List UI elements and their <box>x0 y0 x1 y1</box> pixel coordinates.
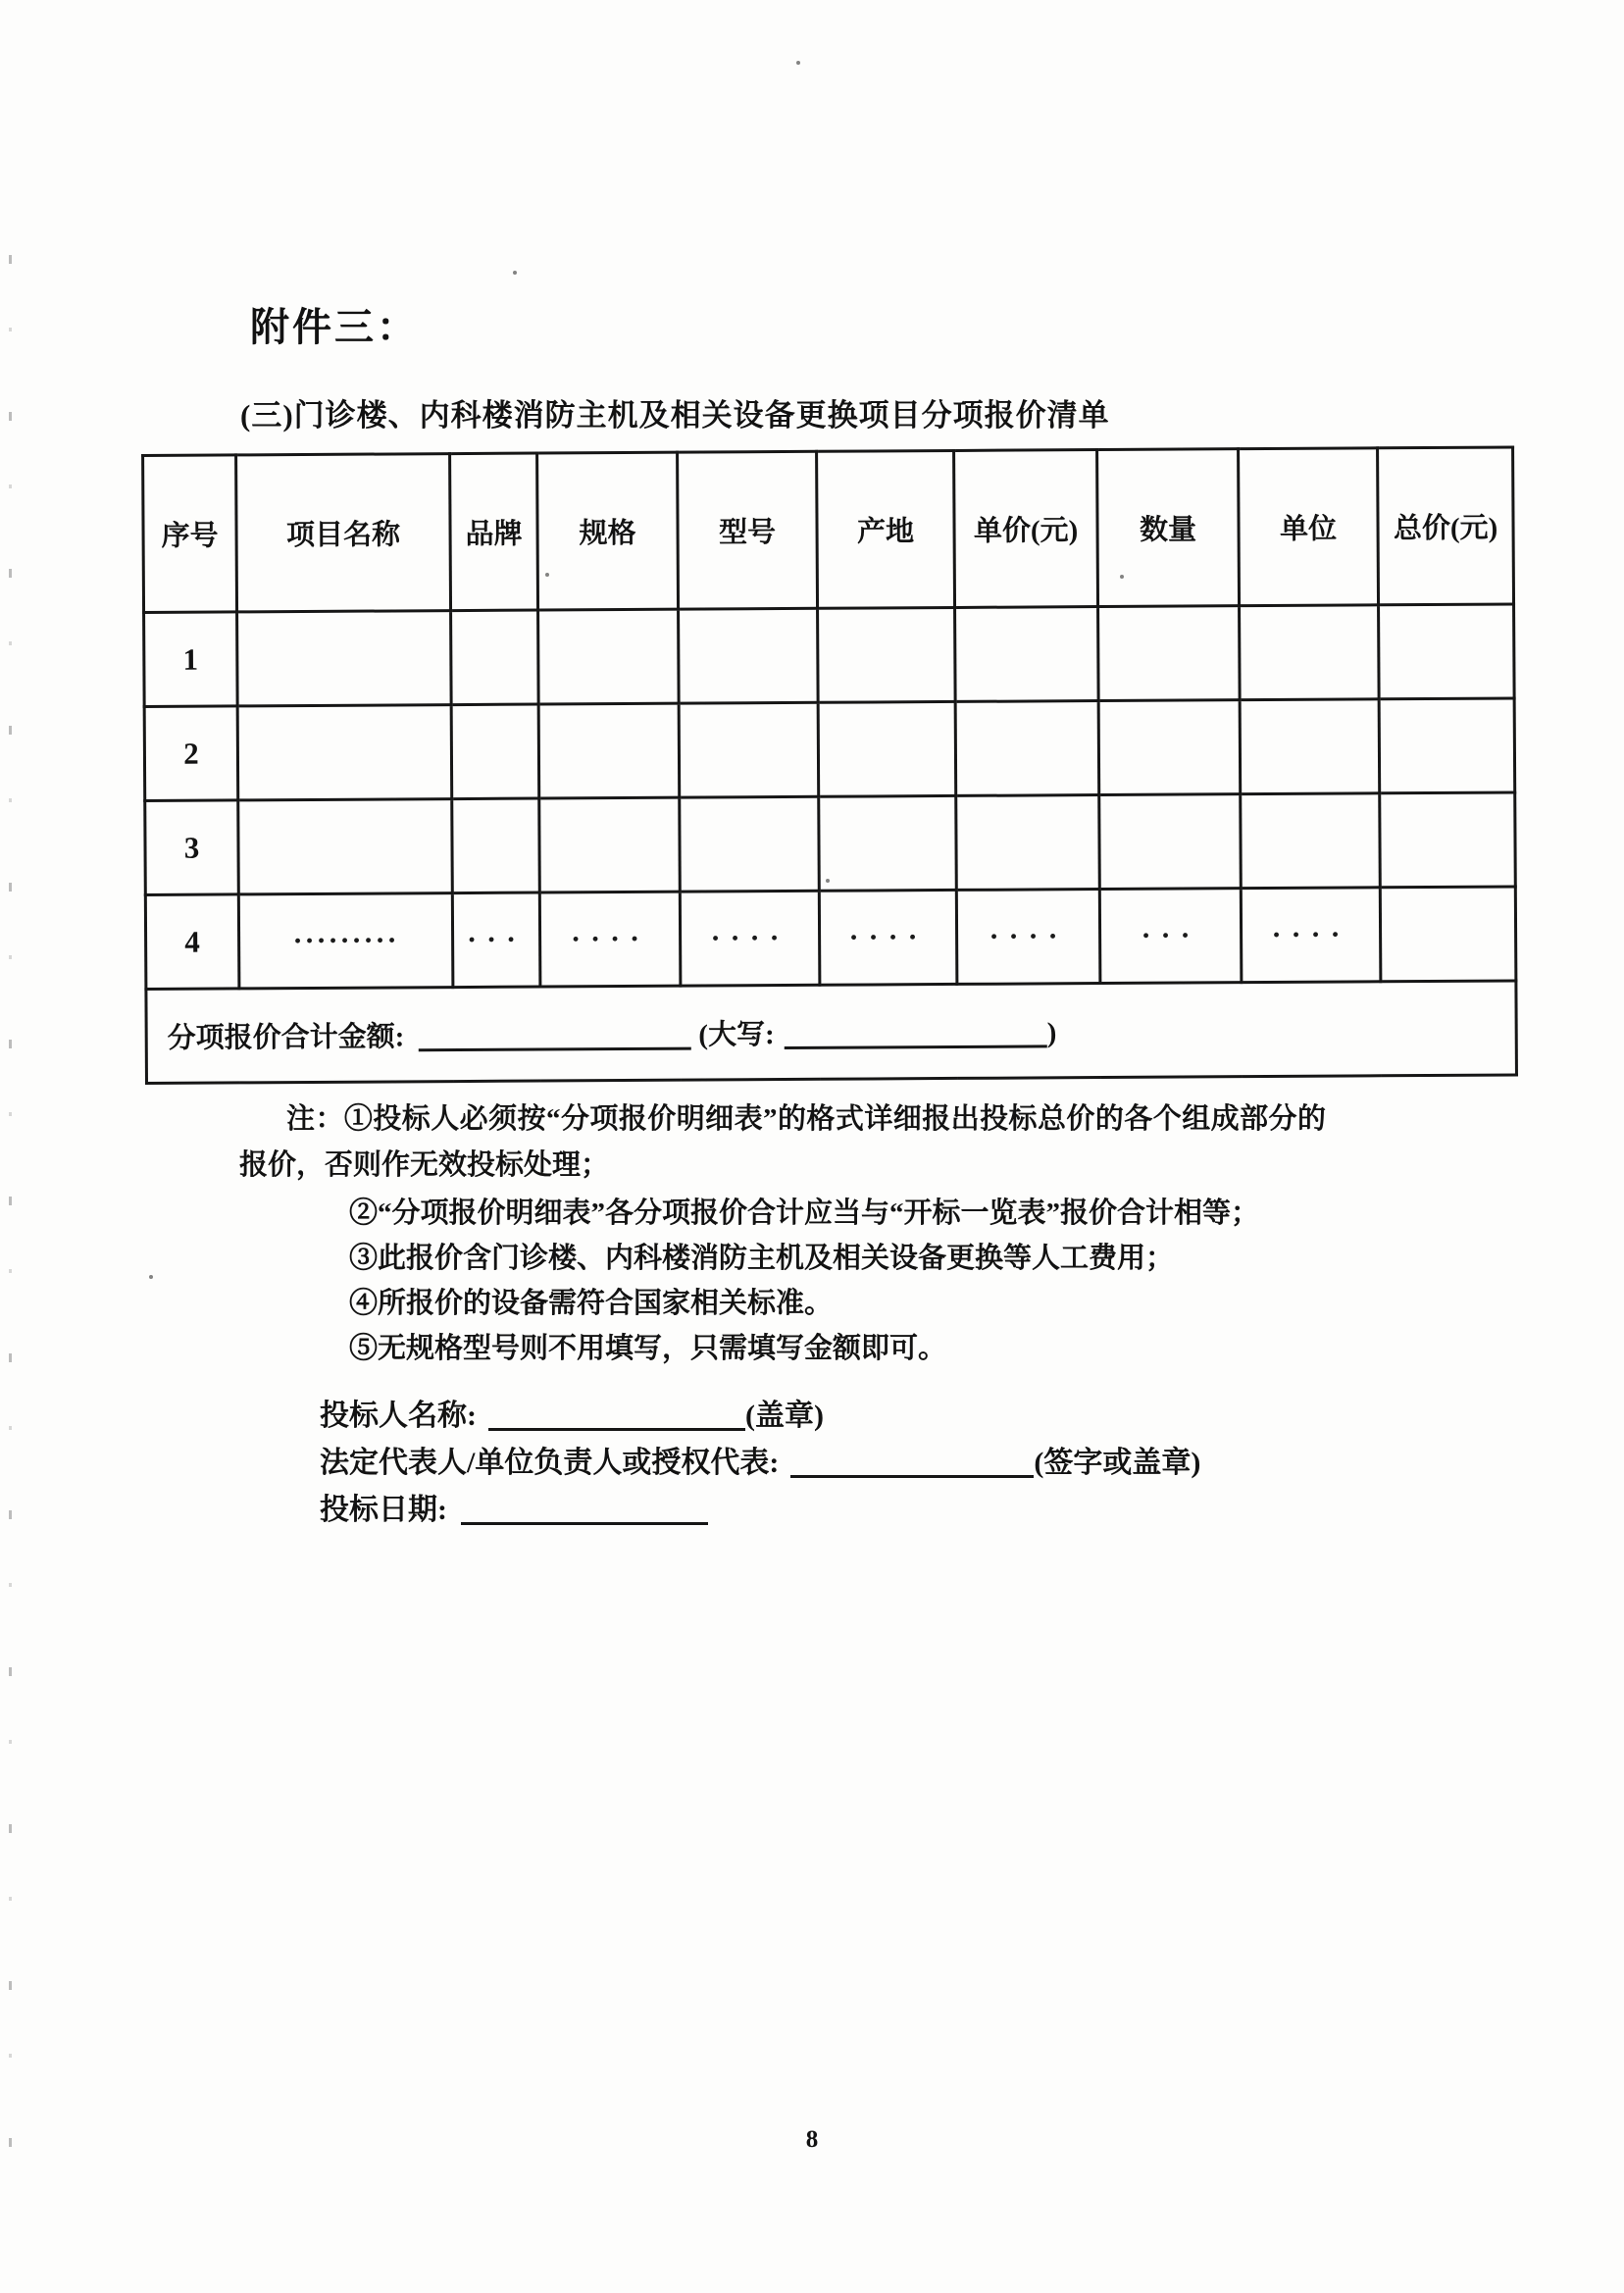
signature-block <box>320 1393 1200 1534</box>
table-row <box>144 698 1515 801</box>
cell-spec <box>539 797 681 892</box>
bid-date-line <box>320 1487 1200 1534</box>
cell-quantity <box>1098 700 1241 795</box>
scan-speck <box>796 61 800 65</box>
cell-unit-price <box>956 795 1100 891</box>
cell-spec: ···· <box>539 892 681 987</box>
header-unit-price: 单价(元) <box>954 450 1098 608</box>
table-header-row <box>143 447 1514 613</box>
note-prefix: 注： <box>286 1103 344 1135</box>
cell-seq: 3 <box>145 800 239 895</box>
header-total-price: 总价(元) <box>1378 447 1514 605</box>
note-item-1: ①投标人必须按“分项报价明细表”的格式详细报出投标总价的各个组成部分的报价，否则作无效投标处理； <box>239 1103 1326 1181</box>
scan-edge-artifact <box>9 255 12 2177</box>
cell-total-price <box>1379 604 1515 699</box>
cell-origin <box>819 795 957 891</box>
header-item-name: 项目名称 <box>236 454 451 612</box>
header-model: 型号 <box>678 451 818 609</box>
attachment-label: 附件三： <box>250 305 419 349</box>
scan-speck <box>149 1275 153 1279</box>
table-row <box>145 887 1516 990</box>
cell-quantity: ··· <box>1099 889 1242 984</box>
bidder-name-blank <box>488 1401 745 1431</box>
total-amount-label: 分项报价合计金额: <box>167 1021 405 1054</box>
cell-seq: 2 <box>144 706 238 801</box>
capital-close-paren: ) <box>1046 1017 1057 1049</box>
header-unit: 单位 <box>1239 448 1379 606</box>
cell-unit-price <box>955 701 1099 796</box>
cell-seq: 1 <box>144 612 238 707</box>
table-total-row <box>146 981 1517 1084</box>
header-quantity: 数量 <box>1097 449 1240 607</box>
table-row <box>144 604 1515 707</box>
cell-unit-price <box>955 607 1099 702</box>
cell-model <box>680 796 820 892</box>
bid-date-blank <box>461 1496 708 1525</box>
cell-brand: ··· <box>452 892 540 988</box>
scan-speck <box>513 271 517 275</box>
cell-unit: ···· <box>1241 888 1381 983</box>
cell-item-name: ········· <box>238 893 453 989</box>
cell-unit <box>1241 793 1381 889</box>
capital-amount-label: (大写: <box>698 1019 775 1051</box>
document-title: (三)门诊楼、内科楼消防主机及相关设备更换项目分项报价清单 <box>240 398 1110 433</box>
cell-item-name <box>237 611 452 706</box>
cell-origin <box>818 701 956 796</box>
bidder-name-line <box>320 1393 1200 1440</box>
note-item-5: ⑤无规格型号则不用填写，只需填写金额即可。 <box>349 1333 947 1364</box>
representative-label: 法定代表人/单位负责人或授权代表: <box>320 1447 780 1479</box>
cell-unit <box>1240 699 1380 794</box>
note-item-2: ②“分项报价明细表”各分项报价合计应当与“开标一览表”报价合计相等； <box>349 1197 1260 1229</box>
page-number: 8 <box>805 2126 819 2153</box>
cell-brand <box>452 798 540 893</box>
header-seq: 序号 <box>143 455 237 613</box>
cell-spec <box>538 703 680 798</box>
cell-quantity <box>1099 794 1242 890</box>
bidder-name-label: 投标人名称: <box>320 1400 477 1432</box>
cell-unit-price: ···· <box>956 890 1100 985</box>
header-origin: 产地 <box>817 450 955 608</box>
total-amount-cell <box>146 981 1517 1084</box>
representative-seal-label: (签字或盖章) <box>1034 1447 1201 1479</box>
cell-seq: 4 <box>145 894 239 990</box>
capital-amount-blank <box>785 1018 1047 1049</box>
cell-model: ···· <box>680 891 820 986</box>
note-item-4: ④所报价的设备需符合国家相关标准。 <box>349 1288 834 1319</box>
cell-brand <box>451 610 539 705</box>
cell-unit <box>1240 605 1380 700</box>
cell-spec <box>538 609 680 704</box>
cell-model <box>679 702 819 797</box>
note-item-3: ③此报价含门诊楼、内科楼消防主机及相关设备更换等人工费用； <box>349 1243 1175 1274</box>
cell-total-price <box>1379 698 1515 793</box>
cell-quantity <box>1098 606 1241 701</box>
bid-date-label: 投标日期: <box>320 1494 447 1526</box>
total-amount-blank <box>418 1021 690 1052</box>
header-brand: 品牌 <box>450 453 538 611</box>
header-spec: 规格 <box>537 452 679 610</box>
bidder-seal-label: (盖章) <box>745 1400 824 1432</box>
cell-item-name <box>238 799 453 894</box>
cell-origin: ···· <box>819 890 957 985</box>
quotation-table <box>141 445 1518 1085</box>
table-row <box>145 792 1516 895</box>
representative-blank <box>790 1449 1034 1478</box>
cell-brand <box>451 704 539 799</box>
representative-line <box>320 1440 1200 1487</box>
cell-total-price <box>1380 887 1516 982</box>
note-paragraph-1 <box>239 1096 1326 1189</box>
cell-model <box>679 608 819 703</box>
cell-total-price <box>1380 792 1516 888</box>
note-list <box>349 1191 1259 1371</box>
cell-origin <box>818 607 956 702</box>
cell-item-name <box>237 705 452 800</box>
